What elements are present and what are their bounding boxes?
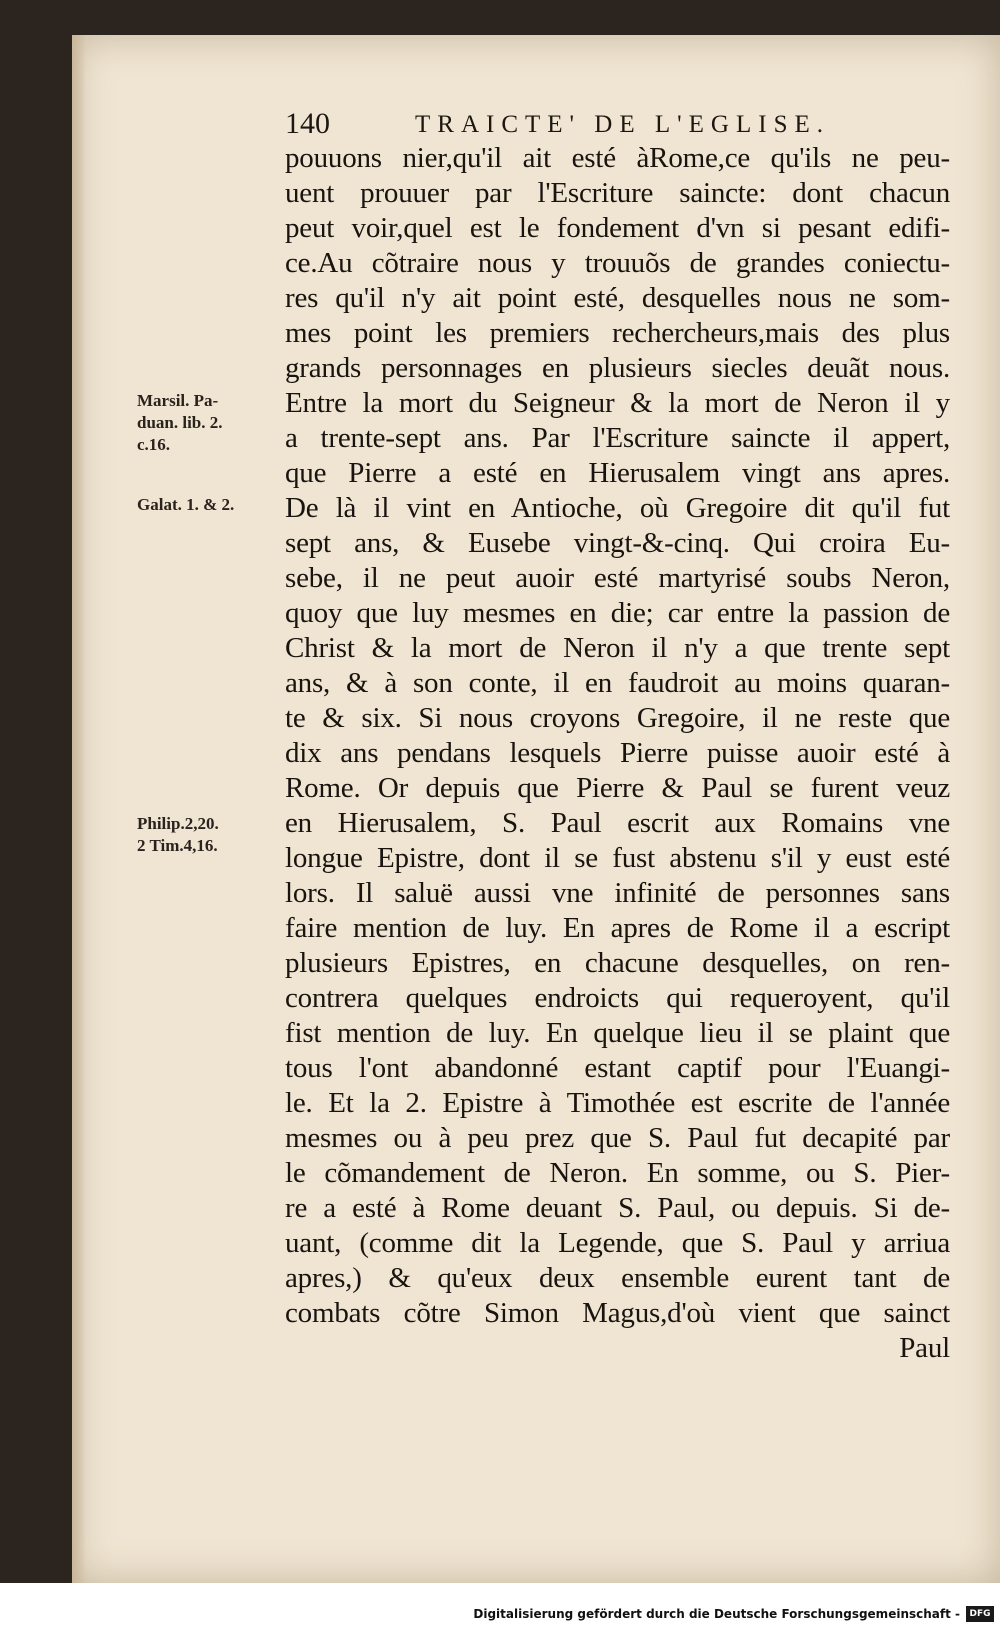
catchword: Paul [899, 1332, 950, 1364]
text-line: pouuons nier,qu'il ait esté àRome,ce qu'ils ne peu- [285, 142, 950, 174]
margin-note-galat [137, 494, 277, 516]
text-line: combats cõtre Simon Magus,d'où vient que sainct [285, 1297, 950, 1329]
text-line: quoy que luy mesmes en die; car entre la passion de [285, 597, 950, 629]
text-line: mesmes ou à peu prez que S. Paul fut decapité par [285, 1122, 950, 1154]
text-line: ce.Au cõtraire nous y trouuõs de grandes coniectu- [285, 247, 950, 279]
text-line: plusieurs Epistres, en chacune desquelles, on ren- [285, 947, 950, 979]
digitization-footer [0, 1583, 1000, 1629]
text-line: Rome. Or depuis que Pierre & Paul se furent veuz [285, 772, 950, 804]
text-line: uant, (comme dit la Legende, que S. Paul y arriua [285, 1227, 950, 1259]
margin-note-line: c.16. [137, 435, 171, 454]
text-line: uent prouuer par l'Escriture saincte: dont chacun [285, 177, 950, 209]
text-line: apres,) & qu'eux deux ensemble eurent tant de [285, 1262, 950, 1294]
text-line: dix ans pendans lesquels Pierre puisse auoir esté à [285, 737, 950, 769]
text-line: longue Epistre, dont il se fust abstenu s'il y eust esté [285, 842, 950, 874]
text-line: mes point les premiers rechercheurs,mais des plus [285, 317, 950, 349]
margin-note-philip [137, 813, 277, 857]
text-line: faire mention de luy. En apres de Rome il a escript [285, 912, 950, 944]
text-line: le. Et la 2. Epistre à Timothée est escrite de l'année [285, 1087, 950, 1119]
running-title: TRAICTE' DE L'EGLISE. [415, 111, 830, 138]
text-line: tous l'ont abandonné estant captif pour l'Euangi- [285, 1052, 950, 1084]
text-line: que Pierre a esté en Hierusalem vingt ans apres. [285, 457, 950, 489]
text-line: lors. Il saluë aussi vne infinité de personnes sans [285, 877, 950, 909]
page-number: 140 [285, 107, 330, 140]
page-header [285, 108, 845, 140]
text-line: te & six. Si nous croyons Gregoire, il ne reste que [285, 702, 950, 734]
margin-note-line: Marsil. Pa- [137, 391, 219, 410]
body-text [285, 141, 950, 1366]
text-line: sept ans, & Eusebe vingt-&-cinq. Qui croira Eu- [285, 527, 950, 559]
text-line: ans, & à son conte, il en faudroit au moins quaran- [285, 667, 950, 699]
text-line: le cõmandement de Neron. En somme, ou S. Pier- [285, 1157, 950, 1189]
dfg-logo: DFG [966, 1606, 994, 1622]
margin-note-line: Philip.2,20. [137, 814, 219, 833]
text-line: Entre la mort du Seigneur & la mort de Neron il y [285, 387, 950, 419]
text-line: re a esté à Rome deuant S. Paul, ou depuis. Si de- [285, 1192, 950, 1224]
margin-note-marsil [137, 390, 277, 456]
text-line: Christ & la mort de Neron il n'y a que trente sept [285, 632, 950, 664]
text-line: res qu'il n'y ait point esté, desquelles nous ne som- [285, 282, 950, 314]
text-line: contrera quelques endroicts qui requeroyent, qu'il [285, 982, 950, 1014]
text-line: fist mention de luy. En quelque lieu il se plaint que [285, 1017, 950, 1049]
text-line: en Hierusalem, S. Paul escrit aux Romains vne [285, 807, 950, 839]
text-line: De là il vint en Antioche, où Gregoire dit qu'il fut [285, 492, 950, 524]
funding-credit: Digitalisierung gefördert durch die Deutsche Forschungsgemeinschaft - [473, 1607, 960, 1621]
margin-note-line: Galat. 1. & 2. [137, 495, 235, 514]
margin-note-line: 2 Tim.4,16. [137, 836, 218, 855]
text-line: sebe, il ne peut auoir esté martyrisé soubs Neron, [285, 562, 950, 594]
margin-note-line: duan. lib. 2. [137, 413, 223, 432]
text-line: a trente-sept ans. Par l'Escriture saincte il appert, [285, 422, 950, 454]
text-line: grands personnages en plusieurs siecles deuãt nous. [285, 352, 950, 384]
text-line: peut voir,quel est le fondement d'vn si pesant edifi- [285, 212, 950, 244]
